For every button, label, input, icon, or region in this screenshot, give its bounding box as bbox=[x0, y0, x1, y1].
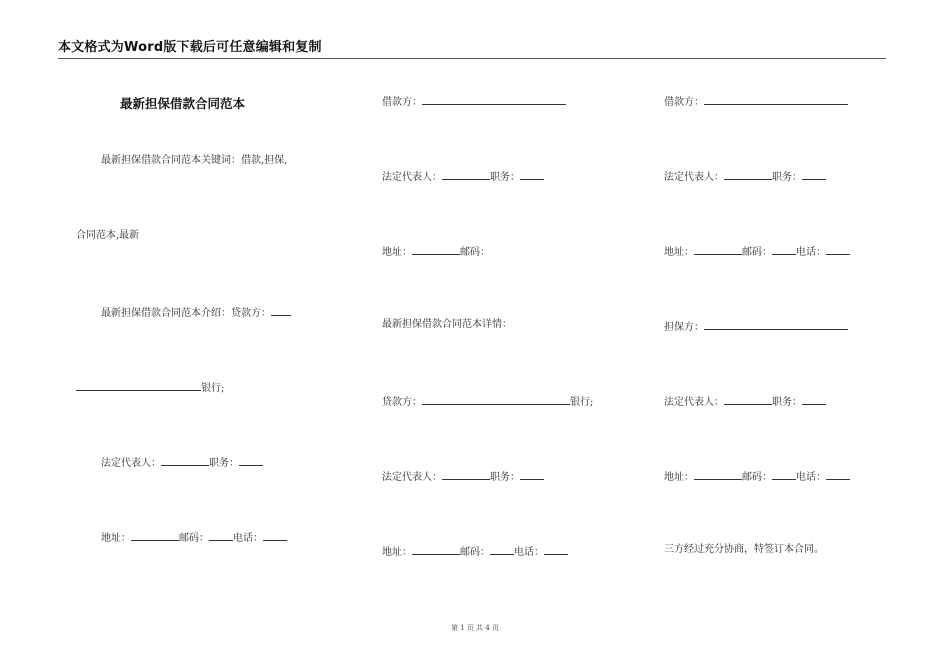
borrower-label: 借款方： bbox=[382, 97, 422, 108]
address-label: 地址： bbox=[664, 472, 694, 483]
legal-rep-label: 法定代表人： bbox=[101, 458, 161, 469]
legal-rep-line bbox=[664, 169, 826, 184]
phone-label: 电话： bbox=[796, 472, 826, 483]
blank-field[interactable] bbox=[694, 469, 742, 480]
postcode-label: 邮码： bbox=[460, 547, 490, 558]
lender-line bbox=[382, 394, 593, 409]
blank-field[interactable] bbox=[422, 394, 570, 405]
blank-field[interactable] bbox=[263, 530, 287, 541]
blank-field[interactable] bbox=[694, 244, 742, 255]
blank-field[interactable] bbox=[802, 169, 826, 180]
address-line bbox=[382, 244, 490, 259]
page-footer: 第 1 页 共 4 页 bbox=[450, 624, 500, 632]
intro-line-1 bbox=[101, 305, 291, 320]
address-line-2 bbox=[664, 469, 850, 484]
intro-lender-label: 最新担保借款合同范本介绍：贷款方： bbox=[101, 308, 271, 319]
postcode-label: 邮码： bbox=[742, 472, 772, 483]
legal-rep-label: 法定代表人： bbox=[382, 172, 442, 183]
document-title: 最新担保借款合同范本 bbox=[120, 96, 246, 111]
position-label: 职务： bbox=[490, 472, 520, 483]
blank-field[interactable] bbox=[826, 469, 850, 480]
blank-field[interactable] bbox=[442, 469, 490, 480]
address-label: 地址： bbox=[664, 247, 694, 258]
phone-label: 电话： bbox=[796, 247, 826, 258]
position-label: 职务： bbox=[772, 172, 802, 183]
legal-rep-line bbox=[101, 455, 263, 470]
blank-field[interactable] bbox=[239, 455, 263, 466]
position-label: 职务： bbox=[209, 458, 239, 469]
blank-field[interactable] bbox=[544, 544, 568, 555]
keywords-line-2: 合同范本,最新 bbox=[76, 230, 140, 241]
position-label: 职务： bbox=[772, 397, 802, 408]
blank-field[interactable] bbox=[802, 394, 826, 405]
intro-line-2 bbox=[76, 380, 224, 395]
phone-label: 电话： bbox=[514, 547, 544, 558]
blank-field[interactable] bbox=[412, 544, 460, 555]
blank-field[interactable] bbox=[772, 244, 796, 255]
legal-rep-label: 法定代表人： bbox=[664, 397, 724, 408]
blank-field[interactable] bbox=[209, 530, 233, 541]
legal-rep-line-2 bbox=[382, 469, 544, 484]
blank-field[interactable] bbox=[442, 169, 490, 180]
guarantor-line bbox=[664, 319, 848, 334]
blank-field[interactable] bbox=[412, 244, 460, 255]
address-line-2 bbox=[382, 544, 568, 559]
blank-field[interactable] bbox=[161, 455, 209, 466]
blank-field[interactable] bbox=[490, 544, 514, 555]
borrower-label: 借款方： bbox=[664, 97, 704, 108]
position-label: 职务： bbox=[490, 172, 520, 183]
legal-rep-line bbox=[382, 169, 544, 184]
postcode-label: 邮码： bbox=[179, 533, 209, 544]
blank-field[interactable] bbox=[724, 394, 772, 405]
address-label: 地址： bbox=[382, 247, 412, 258]
lender-label: 贷款方： bbox=[382, 397, 422, 408]
document-header: 本文格式为Word版下载后可任意编辑和复制 bbox=[58, 36, 886, 59]
keywords-line-1: 最新担保借款合同范本关键词：借款,担保, bbox=[101, 155, 288, 166]
address-label: 地址： bbox=[101, 533, 131, 544]
legal-rep-line-2 bbox=[664, 394, 826, 409]
blank-field[interactable] bbox=[704, 319, 848, 330]
guarantor-label: 担保方： bbox=[664, 322, 704, 333]
legal-rep-label: 法定代表人： bbox=[664, 172, 724, 183]
blank-field[interactable] bbox=[520, 169, 544, 180]
borrower-line bbox=[664, 94, 848, 109]
blank-field[interactable] bbox=[520, 469, 544, 480]
postcode-label: 邮码： bbox=[742, 247, 772, 258]
closing-line: 三方经过充分协商，特签订本合同。 bbox=[664, 544, 824, 555]
address-line bbox=[664, 244, 850, 259]
blank-field[interactable] bbox=[724, 169, 772, 180]
address-line bbox=[101, 530, 287, 545]
blank-field[interactable] bbox=[704, 94, 848, 105]
bank-suffix: 银行; bbox=[201, 383, 225, 394]
blank-field[interactable] bbox=[131, 530, 179, 541]
bank-suffix: 银行; bbox=[570, 397, 594, 408]
blank-field[interactable] bbox=[76, 380, 201, 391]
blank-field[interactable] bbox=[826, 244, 850, 255]
details-line: 最新担保借款合同范本详情： bbox=[382, 319, 512, 330]
borrower-line bbox=[382, 94, 566, 109]
address-label: 地址： bbox=[382, 547, 412, 558]
blank-field[interactable] bbox=[772, 469, 796, 480]
legal-rep-label: 法定代表人： bbox=[382, 472, 442, 483]
phone-label: 电话： bbox=[233, 533, 263, 544]
blank-field[interactable] bbox=[271, 305, 291, 316]
blank-field[interactable] bbox=[422, 94, 566, 105]
postcode-label: 邮码： bbox=[460, 247, 490, 258]
